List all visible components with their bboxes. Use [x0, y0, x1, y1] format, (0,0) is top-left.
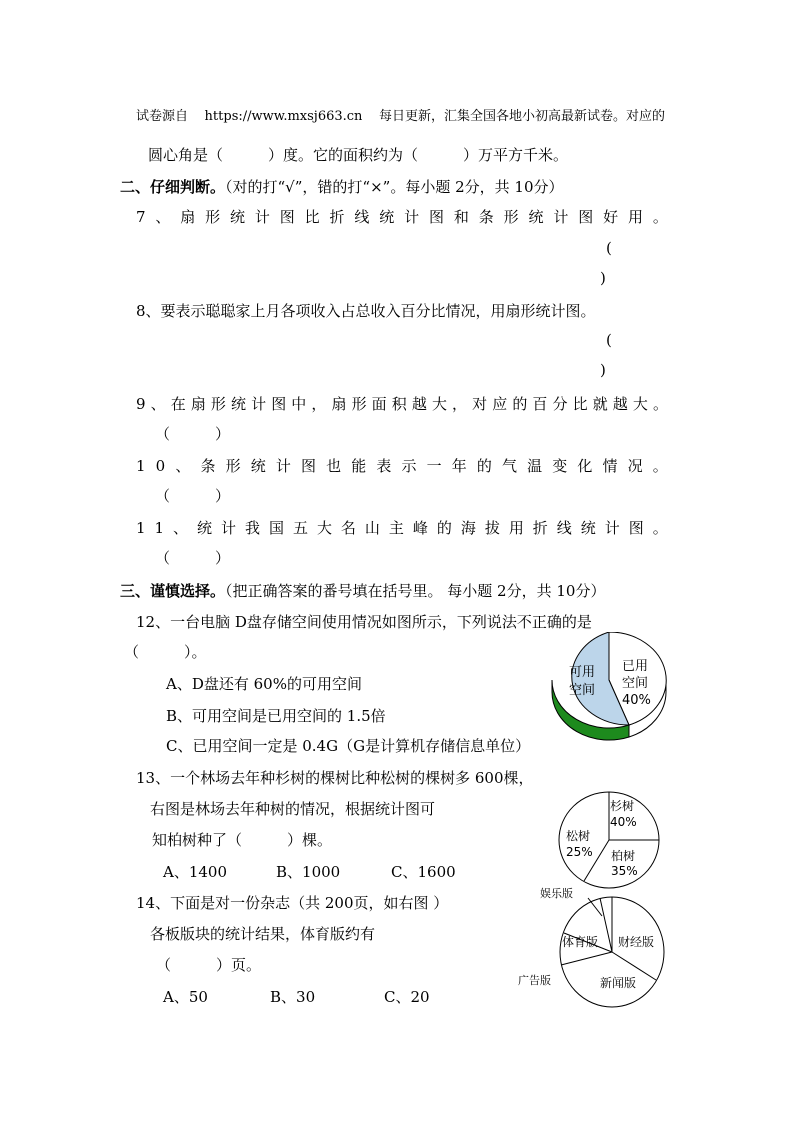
q13-option-b[interactable]: B、1000 [276, 863, 341, 881]
question-14-line-3[interactable]: （ ）页。 [156, 956, 262, 974]
char: 线 [556, 519, 572, 537]
char: 名 [340, 519, 356, 537]
char: 统 [231, 395, 247, 413]
section-2-title: 二、仔细判断。 [120, 178, 226, 196]
pie2-bai-percent: 35% [611, 864, 638, 878]
char: 计 [604, 519, 620, 537]
char: 扇 [190, 395, 206, 413]
section-3-note: （把正确答案的番号填在括号里。 每小题 2分，共 10分） [225, 582, 606, 600]
char: 折 [329, 208, 345, 226]
char: 就 [592, 395, 608, 413]
char: 计 [254, 208, 270, 226]
char: ， [311, 395, 327, 413]
char: 0 [155, 457, 166, 475]
char: 、 [150, 395, 166, 413]
char: 统 [197, 519, 213, 537]
pie3-guanggao-label: 广告版 [518, 974, 551, 987]
question-10 [136, 456, 668, 476]
char: 中 [291, 395, 307, 413]
continuation-line: 圆心角是（ ）度。它的面积约为（ ）万平方千米。 [148, 146, 569, 164]
char: 拔 [484, 519, 500, 537]
char: 、 [155, 208, 171, 226]
pie2-song-percent: 25% [566, 845, 593, 859]
char: 海 [460, 519, 476, 537]
pie1-used-label-2: 空间 [622, 676, 649, 691]
char: 山 [364, 519, 380, 537]
section-2-note: （对的打“√”，错的打“×”。每小题 2分，共 10分） [225, 178, 564, 196]
question-13-line-1: 13、一个林场去年种杉树的棵树比种松树的棵树多 600棵， [136, 769, 534, 787]
char: 和 [453, 208, 469, 226]
char: 峰 [412, 519, 428, 537]
pie3-yule-label: 娱乐版 [540, 887, 573, 900]
char: 在 [170, 395, 186, 413]
char: 年 [451, 457, 467, 475]
q14-option-a[interactable]: A、50 [163, 988, 208, 1006]
section-3-heading [120, 581, 605, 601]
q10-answer-blank[interactable]: （ ） [155, 487, 231, 505]
char: 用 [508, 519, 524, 537]
char: 比 [572, 395, 588, 413]
question-11 [136, 518, 668, 538]
char: 。 [652, 457, 668, 475]
q12-answer-blank[interactable]: （ ）。 [124, 643, 207, 661]
char: 用 [628, 208, 644, 226]
char: 扇 [331, 395, 347, 413]
char: 比 [304, 208, 320, 226]
q8-paren-open[interactable]: ( [606, 331, 612, 349]
char: 大 [316, 519, 332, 537]
char: 五 [292, 519, 308, 537]
char: 表 [376, 457, 392, 475]
char: 示 [401, 457, 417, 475]
char: 扇 [180, 208, 196, 226]
q7-paren-close[interactable]: ) [600, 269, 606, 287]
pie1-used-label-1: 已用 [622, 659, 649, 674]
header-prefix: 试卷源自 [136, 109, 189, 124]
char: 、 [173, 519, 189, 537]
char: 计 [553, 208, 569, 226]
char: 统 [580, 519, 596, 537]
char: 大 [632, 395, 648, 413]
char: 形 [503, 208, 519, 226]
pie2-song-label: 松树 [566, 829, 591, 843]
pie2-shan-label: 杉树 [610, 799, 635, 813]
char: 百 [532, 395, 548, 413]
char: 能 [351, 457, 367, 475]
char: 。 [652, 519, 668, 537]
pie2-bai-label: 柏树 [611, 849, 636, 863]
question-12-stem: 12、一台电脑 D盘存储空间使用情况如图所示，下列说法不正确的是 [136, 613, 592, 631]
char: 主 [388, 519, 404, 537]
char: 统 [250, 457, 266, 475]
char: 积 [391, 395, 407, 413]
char: 情 [602, 457, 618, 475]
char: 1 [136, 457, 146, 475]
header-url[interactable]: https://www.mxsj663.cn [204, 109, 363, 124]
char: 越 [612, 395, 628, 413]
q7-paren-open[interactable]: ( [606, 239, 612, 257]
q13-option-c[interactable]: C、1600 [391, 863, 456, 881]
char: 面 [371, 395, 387, 413]
char: 折 [532, 519, 548, 537]
char: 图 [279, 208, 295, 226]
q14-option-c[interactable]: C、20 [384, 988, 430, 1006]
char: 好 [603, 208, 619, 226]
header-source [136, 107, 665, 127]
char: 统 [528, 208, 544, 226]
char: 对 [472, 395, 488, 413]
char: 分 [552, 395, 568, 413]
pie3-tiyu-label: 体育版 [562, 935, 599, 949]
char: 形 [205, 208, 221, 226]
char: 条 [478, 208, 494, 226]
question-13-line-2: 右图是林场去年种树的情况，根据统计图可 [150, 800, 436, 818]
char: 、 [175, 457, 191, 475]
pie1-free-label-2: 空间 [569, 683, 596, 698]
char: 统 [230, 208, 246, 226]
q12-option-c[interactable]: C、已用空间一定是 0.4G（G是计算机存储信息单位） [166, 737, 531, 755]
char: 变 [552, 457, 568, 475]
char: 图 [429, 208, 445, 226]
char: 我 [244, 519, 260, 537]
char: 1 [154, 519, 165, 537]
char: 计 [221, 519, 237, 537]
char: 图 [578, 208, 594, 226]
char: 7 [136, 208, 146, 226]
magazine-sections-pie-chart [510, 880, 670, 1012]
char: 一 [426, 457, 442, 475]
char: 形 [351, 395, 367, 413]
question-14-line-2: 各板版块的统计结果，体育版约有 [150, 925, 376, 943]
q13-option-a[interactable]: A、1400 [163, 863, 228, 881]
char: 化 [577, 457, 593, 475]
char: 计 [404, 208, 420, 226]
char: ， [452, 395, 468, 413]
char: 的 [436, 519, 452, 537]
char: 应 [492, 395, 508, 413]
char: 的 [512, 395, 528, 413]
char: 越 [411, 395, 427, 413]
pie3-caijing-label: 财经版 [618, 935, 655, 949]
char: 也 [326, 457, 342, 475]
question-7 [136, 207, 668, 227]
char: 形 [225, 457, 241, 475]
char: 。 [652, 395, 668, 413]
char: 计 [251, 395, 267, 413]
section-3-title: 三、谨慎选择。 [120, 582, 226, 600]
char: 线 [354, 208, 370, 226]
char: 的 [476, 457, 492, 475]
disk-usage-pie-chart [548, 632, 670, 748]
section-2-heading [120, 177, 563, 197]
tree-planting-pie-chart [556, 788, 662, 894]
q11-answer-blank[interactable]: （ ） [155, 549, 231, 567]
q9-answer-blank[interactable]: （ ） [155, 425, 231, 443]
char: 9 [136, 395, 146, 413]
q14-option-b[interactable]: B、30 [270, 988, 316, 1006]
char: 图 [628, 519, 644, 537]
pie3-xinwen-label: 新闻版 [600, 976, 637, 990]
q8-paren-close[interactable]: ) [600, 361, 606, 379]
char: 统 [379, 208, 395, 226]
char: 形 [210, 395, 226, 413]
pie1-free-label-1: 可用 [569, 665, 596, 680]
pie1-used-percent: 40% [622, 693, 651, 708]
header-suffix: 每日更新，汇集全国各地小初高最新试卷。对应的 [378, 109, 665, 124]
char: 1 [136, 519, 146, 537]
question-13-line-3[interactable]: 知柏树种了（ ）棵。 [152, 831, 333, 849]
char: 。 [652, 208, 668, 226]
question-14-line-1: 14、下面是对一份杂志（共 200页，如右图 ） [136, 894, 449, 912]
char: 计 [275, 457, 291, 475]
char: 温 [527, 457, 543, 475]
char: 图 [300, 457, 316, 475]
char: 气 [501, 457, 517, 475]
char: 图 [271, 395, 287, 413]
q12-option-a[interactable]: A、D盘还有 60%的可用空间 [166, 675, 362, 693]
char: 条 [200, 457, 216, 475]
char: 大 [431, 395, 447, 413]
q12-option-b[interactable]: B、可用空间是已用空间的 1.5倍 [166, 707, 386, 725]
char: 况 [627, 457, 643, 475]
question-8: 8、要表示聪聪家上月各项收入占总收入百分比情况，用扇形统计图。 [136, 302, 596, 320]
char: 国 [268, 519, 284, 537]
question-9 [136, 394, 668, 414]
pie2-shan-percent: 40% [610, 815, 637, 829]
